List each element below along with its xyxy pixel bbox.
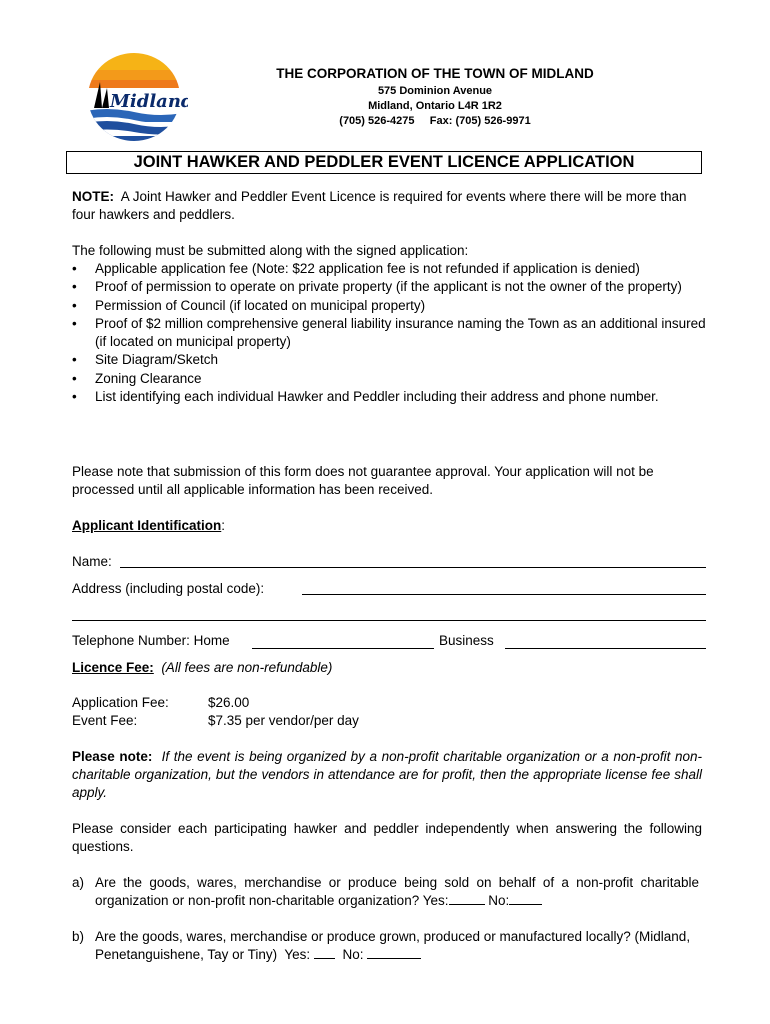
question-a-no-label: No: — [488, 893, 510, 908]
list-item: • Applicable application fee (Note: $22 application fee is not refunded if application is denied) — [72, 260, 706, 278]
question-b-marker: b) — [72, 929, 85, 944]
list-item: • Site Diagram/Sketch — [72, 351, 706, 369]
question-a-text: Are the goods, wares, merchandise or produce being sold on behalf of a non-profit charitable organization or non-profit non-charitable organization? — [95, 875, 699, 908]
phone-home-label: Telephone Number: Home — [72, 633, 230, 648]
please-note-paragraph — [72, 748, 702, 802]
note-label: NOTE: — [72, 189, 114, 204]
question-a-no-field[interactable] — [509, 892, 542, 905]
phone-home-field[interactable] — [252, 648, 434, 649]
applicant-heading-text: Applicant Identification — [72, 518, 222, 533]
question-b-yes-field[interactable] — [314, 946, 335, 959]
phone-business-label: Business — [439, 633, 494, 648]
requirements-list — [72, 260, 706, 406]
disclaimer-paragraph: Please note that submission of this form does not guarantee approval. Your application will not be processed until all applicable information has been received. — [72, 464, 654, 497]
question-b-text: Are the goods, wares, merchandise or produce grown, produced or manufactured locally? (Midland, Penetanguishene, Tay or Tiny) — [95, 929, 691, 962]
phone-number: (705) 526-4275 — [339, 115, 415, 127]
list-item: • Zoning Clearance — [72, 370, 706, 388]
form-title: JOINT HAWKER AND PEDDLER EVENT LICENCE APPLICATION — [66, 151, 702, 174]
question-b-yes-label: Yes: — [284, 947, 311, 962]
contact-line — [255, 114, 615, 129]
address-label: Address (including postal code): — [72, 581, 265, 596]
address-field[interactable] — [302, 594, 706, 595]
please-note-text: If the event is being organized by a non-profit charitable organization or a non-profit non-charitable organization, but the vendors in attendance are for profit, then the appropriate license fee shall apply. — [72, 749, 702, 800]
event-fee-label: Event Fee: — [72, 713, 138, 728]
question-a-marker: a) — [72, 875, 85, 890]
question-a-yes-label: Yes: — [422, 893, 449, 908]
note-paragraph — [72, 188, 702, 224]
fee-subnote: (All fees are non-refundable) — [161, 660, 333, 675]
logo-wordmark: Midland — [110, 91, 188, 112]
application-fee-label: Application Fee: — [72, 695, 169, 710]
applicant-heading — [72, 517, 702, 535]
organization-name: THE CORPORATION OF THE TOWN OF MIDLAND — [276, 66, 594, 81]
note-text: A Joint Hawker and Peddler Event Licence is required for events where there will be more than four hawkers and peddlers. — [72, 189, 687, 222]
fee-heading-text: Licence Fee: — [72, 660, 154, 675]
name-field[interactable] — [120, 567, 706, 568]
applicant-heading-colon: : — [221, 518, 226, 533]
fax-number: Fax: (705) 526-9971 — [429, 115, 531, 127]
event-fee-value: $7.35 per vendor/per day — [208, 713, 359, 728]
question-b — [95, 928, 701, 964]
list-item: • Proof of permission to operate on private property (if the applicant is not the owner of the property) — [72, 278, 706, 296]
address-field-line-2[interactable] — [72, 620, 706, 621]
question-b-no-label: No: — [342, 947, 364, 962]
phone-business-field[interactable] — [505, 648, 706, 649]
list-item: • Proof of $2 million comprehensive general liability insurance naming the Town as an additional insured (if located on municipal property) — [72, 315, 706, 352]
requirements-intro: The following must be submitted along with the signed application: — [72, 243, 469, 258]
please-note-label: Please note: — [72, 749, 153, 764]
consider-paragraph: Please consider each participating hawker and peddler independently when answering the following questions. — [72, 821, 702, 854]
question-a — [95, 874, 699, 910]
town-logo — [80, 52, 188, 142]
name-label: Name: — [72, 554, 112, 569]
fee-heading — [72, 659, 702, 677]
question-b-no-field[interactable] — [367, 946, 421, 959]
question-a-yes-field[interactable] — [449, 892, 485, 905]
list-item: • Permission of Council (if located on municipal property) — [72, 297, 706, 315]
list-item: • List identifying each individual Hawker and Peddler including their address and phone number. — [72, 388, 706, 406]
city-address: Midland, Ontario L4R 1R2 — [368, 100, 502, 112]
application-fee-value: $26.00 — [208, 695, 250, 710]
street-address: 575 Dominion Avenue — [377, 85, 493, 97]
